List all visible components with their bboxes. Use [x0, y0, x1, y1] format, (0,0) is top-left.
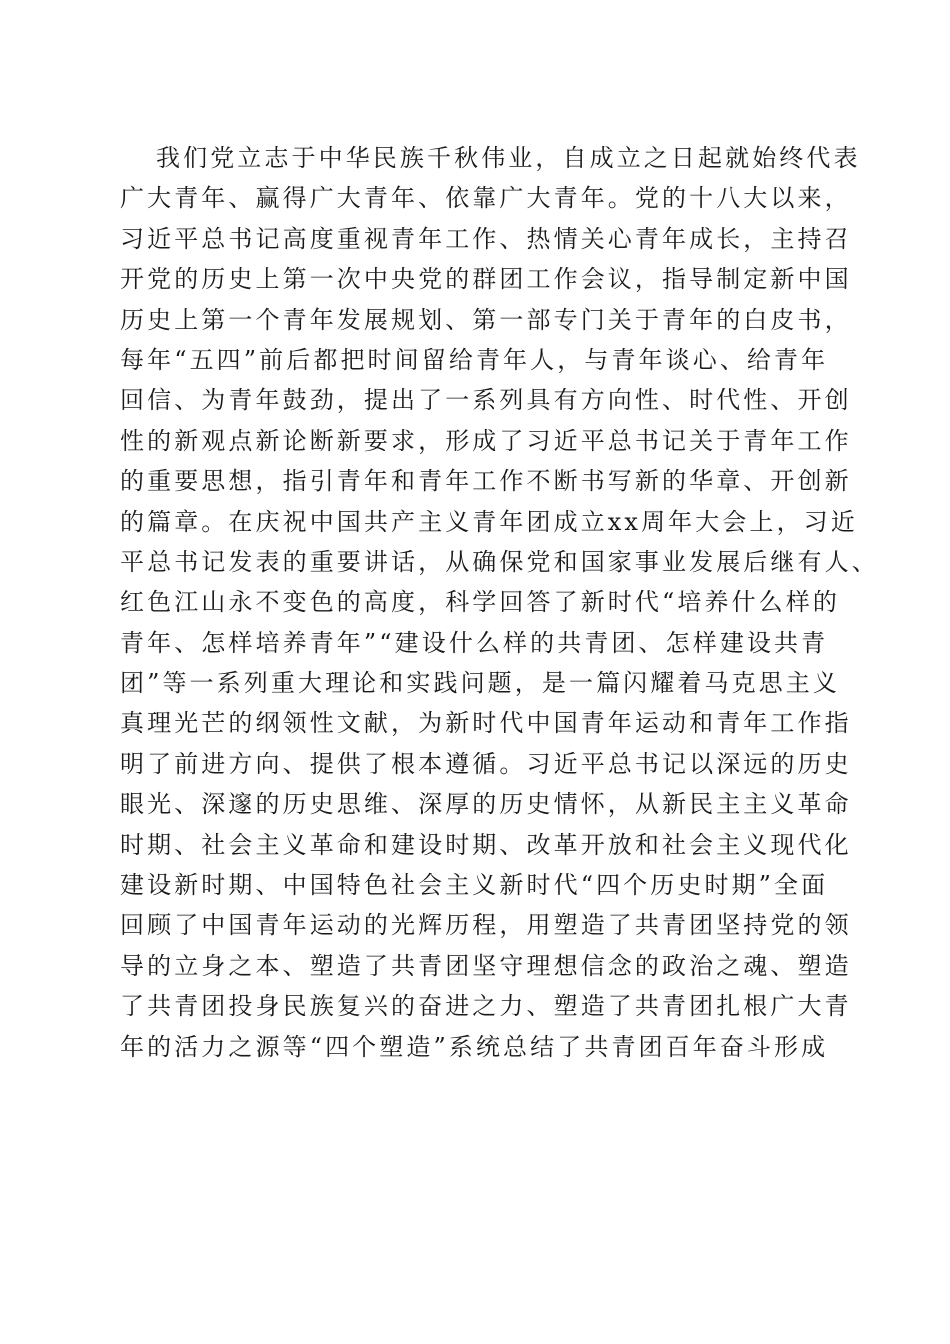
text-line: 习近平总书记高度重视青年工作、热情关心青年成长，主持召 [120, 224, 852, 253]
text-line: 时期、社会主义革命和建设时期、改革开放和社会主义现代化 [120, 830, 852, 859]
text-line: 的重要思想，指引青年和青年工作不断书写新的华章、开创新 [120, 467, 852, 496]
text-line: 青年、怎样培养青年”“建设什么样的共青团、怎样建设共青 [120, 628, 829, 657]
text-line: 年的活力之源等“四个塑造”系统总结了共青团百年奋斗形成 [120, 1032, 829, 1061]
text-line: 团”等一系列重大理论和实践问题，是一篇闪耀着马克思主义 [120, 669, 840, 698]
text-line: 性的新观点新论断新要求，形成了习近平总书记关于青年工作 [120, 426, 852, 455]
text-line: 明了前进方向、提供了根本遵循。习近平总书记以深远的历史 [120, 749, 852, 778]
text-line: 开党的历史上第一次中央党的群团工作会议，指导制定新中国 [120, 265, 852, 294]
text-line: 回顾了中国青年运动的光辉历程，用塑造了共青团坚持党的领 [120, 911, 852, 940]
text-line: 建设新时期、中国特色社会主义新时代“四个历史时期”全面 [120, 871, 829, 900]
text-line: 导的立身之本、塑造了共青团坚守理想信念的政治之魂、塑造 [120, 951, 852, 980]
text-line: 真理光芒的纲领性文献，为新时代中国青年运动和青年工作指 [120, 709, 852, 738]
text-line: 广大青年、赢得广大青年、依靠广大青年。党的十八大以来， [120, 184, 852, 213]
text-line: 回信、为青年鼓劲，提出了一系列具有方向性、时代性、开创 [120, 386, 852, 415]
text-line: 历史上第一个青年发展规划、第一部专门关于青年的白皮书， [120, 305, 852, 334]
text-line: 的篇章。在庆祝中国共产主义青年团成立xx周年大会上，习近 [120, 507, 858, 536]
text-line: 红色江山永不变色的高度，科学回答了新时代“培养什么样的 [120, 588, 840, 617]
text-line: 每年“五四”前后都把时间留给青年人，与青年谈心、给青年 [120, 345, 829, 374]
text-line: 我们党立志于中华民族千秋伟业，自成立之日起就始终代表 [156, 144, 861, 172]
body-paragraph [120, 138, 879, 1067]
text-line: 眼光、深邃的历史思维、深厚的历史情怀，从新民主主义革命 [120, 790, 852, 819]
text-line: 平总书记发表的重要讲话，从确保党和国家事业发展后继有人、 [120, 547, 879, 576]
text-line: 了共青团投身民族复兴的奋进之力、塑造了共青团扎根广大青 [120, 992, 852, 1021]
